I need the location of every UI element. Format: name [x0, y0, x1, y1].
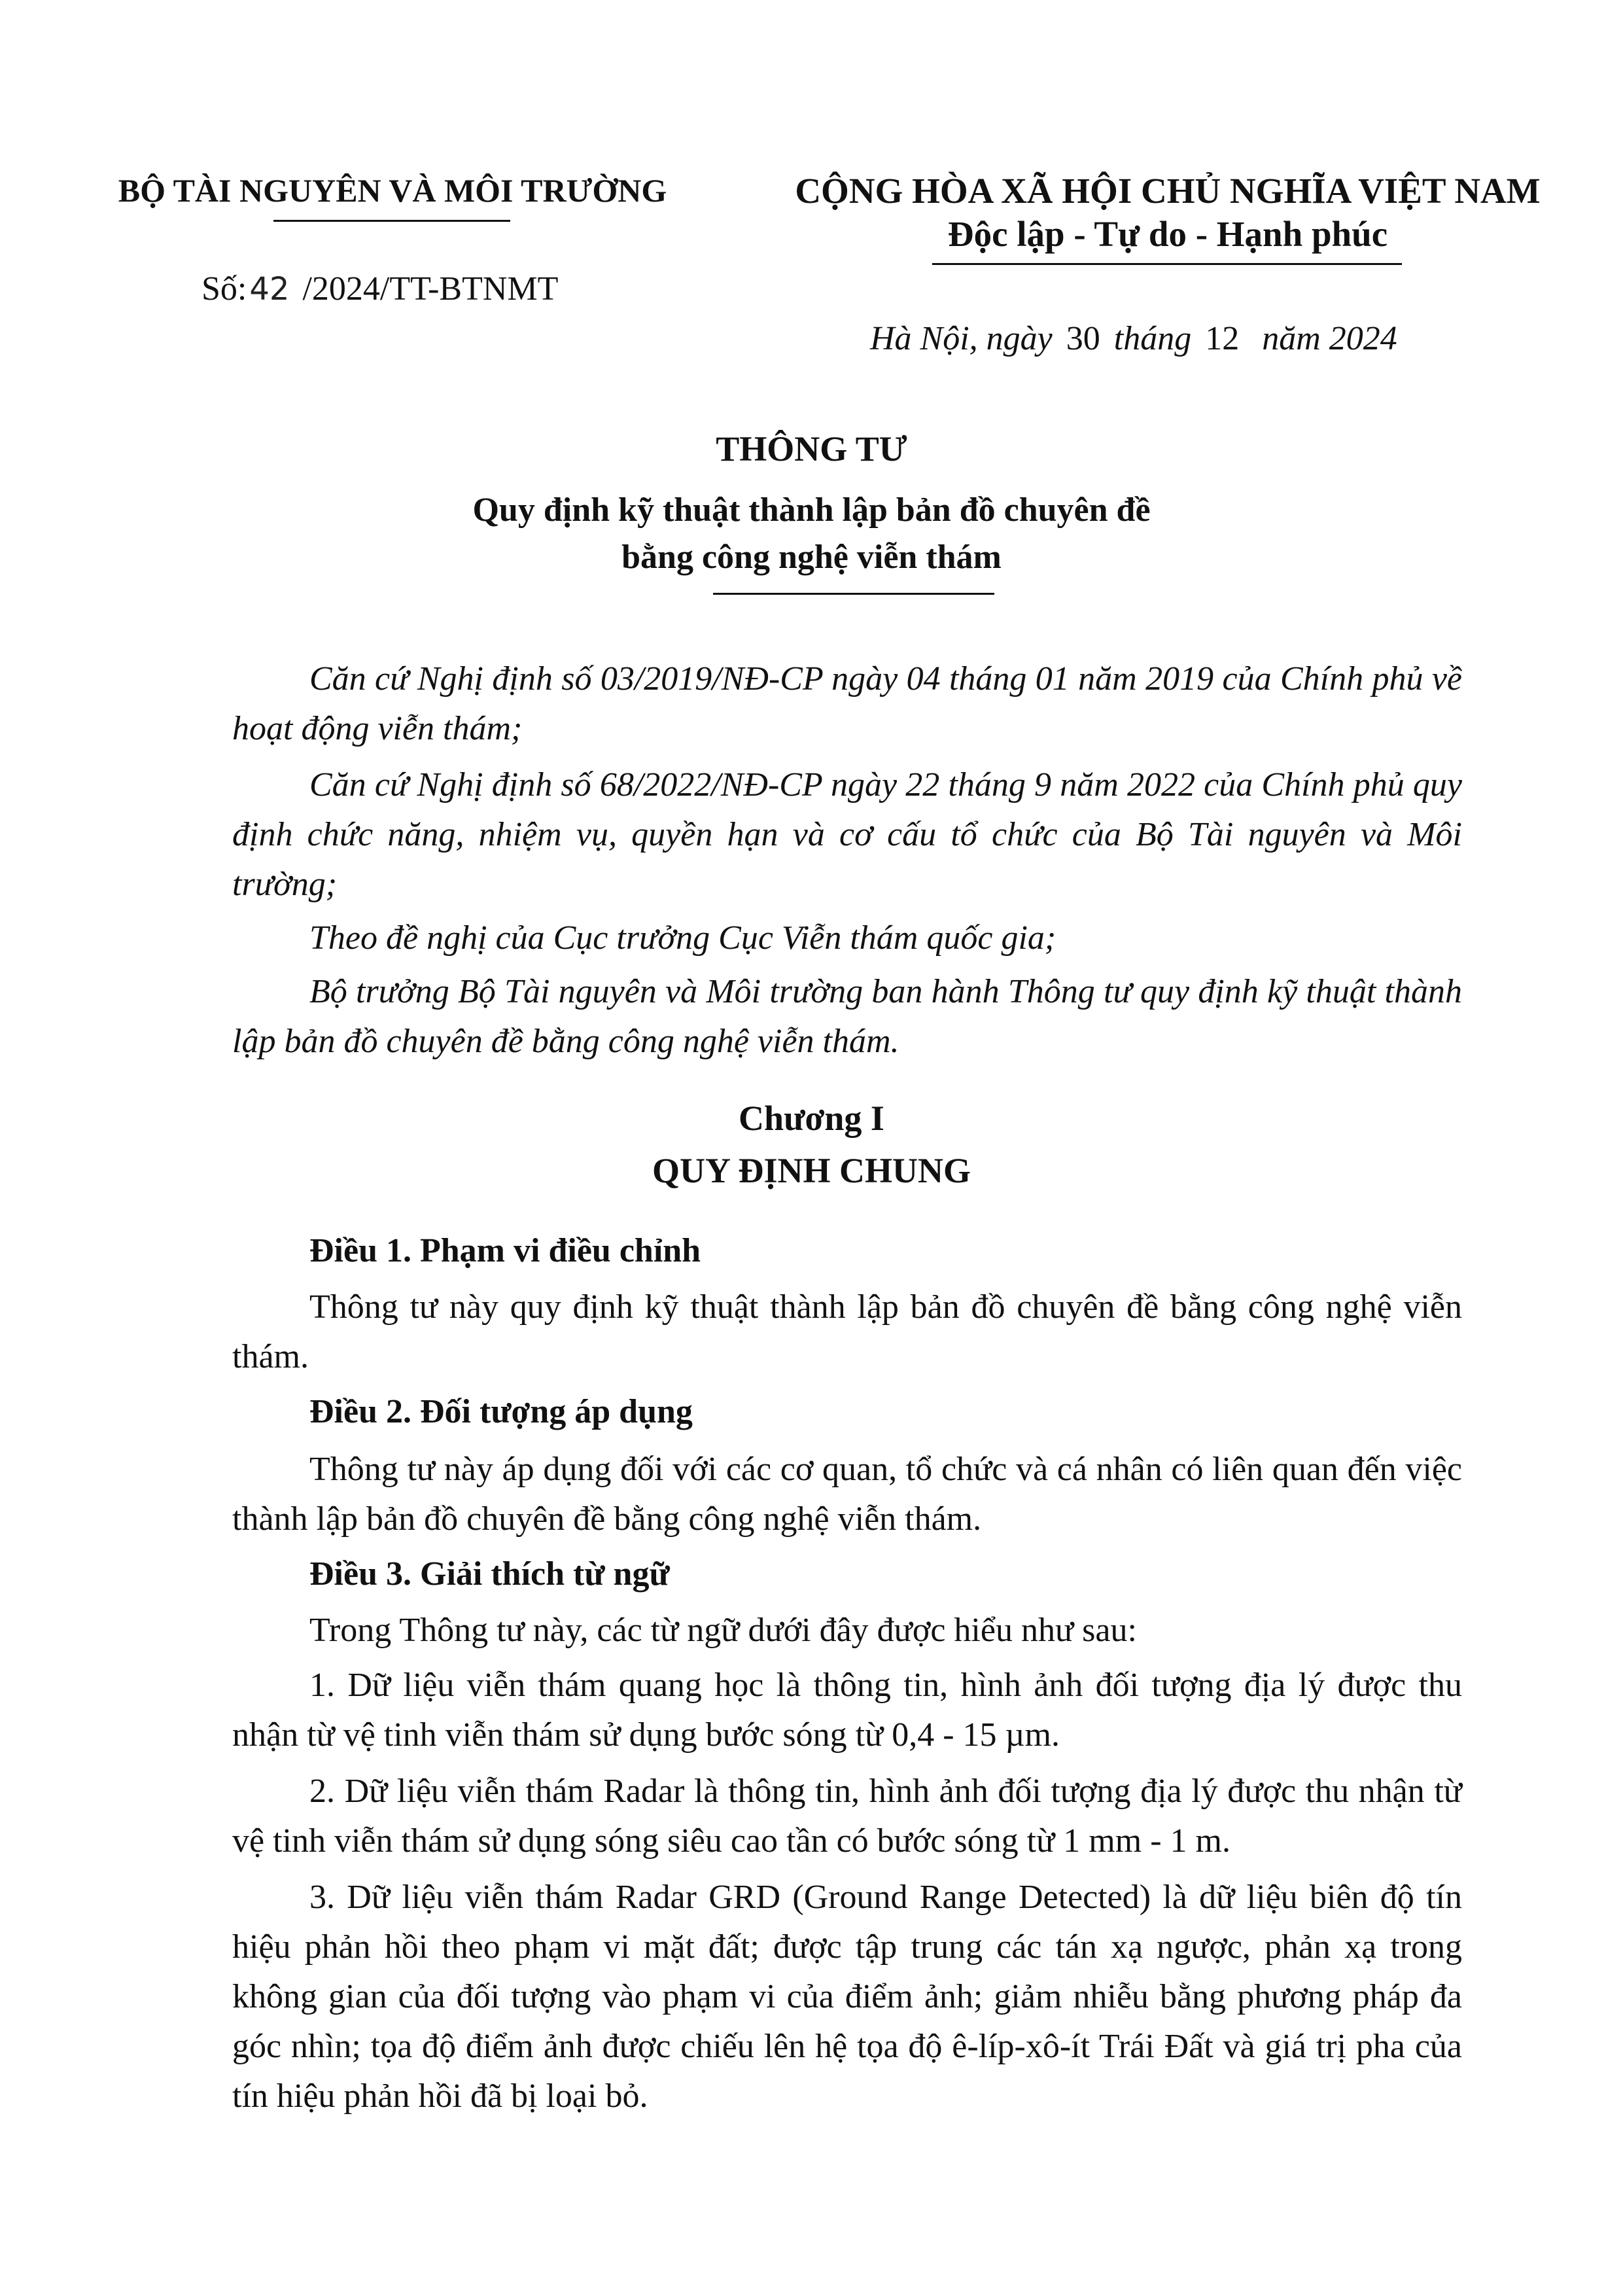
- national-motto: Độc lập - Tự do - Hạnh phúc: [947, 214, 1388, 254]
- preamble-1: Căn cứ Nghị định số 03/2019/NĐ-CP ngày 04 tháng 01 năm 2019 của Chính phủ về hoạt động viễn thám;: [232, 660, 1462, 747]
- number-handwritten: 42: [249, 271, 290, 308]
- article-3-item-2: 2. Dữ liệu viễn thám Radar là thông tin, hình ảnh đối tượng địa lý được thu nhận từ vệ tinh viễn thám sử dụng sóng siêu cao tần có bước sóng từ 1 mm - 1 m.: [232, 1773, 1462, 1860]
- country-name: CỘNG HÒA XÃ HỘI CHỦ NGHĨA VIỆT NAM: [795, 171, 1541, 211]
- article-2-body: Thông tư này áp dụng đối với các cơ quan, tổ chức và cá nhân có liên quan đến việc thành lập bản đồ chuyên đề bằng công nghệ viễn thám.: [232, 1451, 1462, 1538]
- article-3-item-3: 3. Dữ liệu viễn thám Radar GRD (Ground Range Detected) là dữ liệu biên độ tín hiệu phản hồi theo phạm vi mặt đất; được tập trung các tán xạ ngược, phản xạ trong không gian của đối tượng vào phạm vi của điểm ảnh; giảm nhiễu bằng phương pháp đa góc nhìn; tọa độ điểm ảnh được chiếu lên hệ tọa độ ê-líp-xô-ít Trái Đất và giá trị pha của tín hiệu phản hồi đã bị loại bỏ.: [232, 1879, 1462, 2115]
- preamble-4: Bộ trưởng Bộ Tài nguyên và Môi trường ban hành Thông tư quy định kỹ thuật thành lập bản đồ chuyên đề bằng công nghệ viễn thám.: [232, 973, 1462, 1060]
- number-suffix: /2024/TT-BTNMT: [302, 270, 559, 308]
- chapter-label: Chương I: [739, 1099, 884, 1138]
- date-line: [870, 319, 1397, 358]
- motto-underline: [932, 263, 1402, 265]
- article-3-heading: Điều 3. Giải thích từ ngữ: [309, 1555, 670, 1593]
- title-underline: [713, 593, 994, 595]
- title-line-2: bằng công nghệ viễn thám: [621, 539, 1002, 576]
- ministry-name: BỘ TÀI NGUYÊN VÀ MÔI TRƯỜNG: [118, 172, 667, 209]
- document-type: THÔNG TƯ: [716, 429, 907, 468]
- article-2-heading: Điều 2. Đối tượng áp dụng: [309, 1393, 693, 1430]
- ministry-underline: [273, 220, 510, 222]
- document-number: [201, 270, 558, 308]
- article-1-body: Thông tư này quy định kỹ thuật thành lập bản đồ chuyên đề bằng công nghệ viễn thám.: [232, 1288, 1462, 1375]
- number-prefix: Số:: [201, 270, 247, 308]
- date-place: Hà Nội, ngày: [870, 320, 1053, 357]
- date-month-label: tháng: [1113, 320, 1192, 357]
- title-line-1: Quy định kỹ thuật thành lập bản đồ chuyên đề: [472, 491, 1151, 529]
- date-month: 12: [1205, 320, 1240, 357]
- article-3-intro: Trong Thông tư này, các từ ngữ dưới đây được hiểu như sau:: [309, 1612, 1137, 1649]
- article-3-item-1: 1. Dữ liệu viễn thám quang học là thông tin, hình ảnh đối tượng địa lý được thu nhận từ vệ tinh viễn thám sử dụng bước sóng từ 0,4 - 15 µm.: [232, 1667, 1462, 1754]
- article-1-heading: Điều 1. Phạm vi điều chỉnh: [309, 1232, 701, 1269]
- date-day: 30: [1066, 320, 1100, 357]
- chapter-title: QUY ĐỊNH CHUNG: [652, 1151, 971, 1190]
- preamble-3: Theo đề nghị của Cục trưởng Cục Viễn thám quốc gia;: [309, 919, 1056, 957]
- date-year: năm 2024: [1262, 320, 1397, 357]
- preamble-2: Căn cứ Nghị định số 68/2022/NĐ-CP ngày 22 tháng 9 năm 2022 của Chính phủ quy định chức năng, nhiệm vụ, quyền hạn và cơ cấu tổ chức của Bộ Tài nguyên và Môi trường;: [232, 766, 1462, 903]
